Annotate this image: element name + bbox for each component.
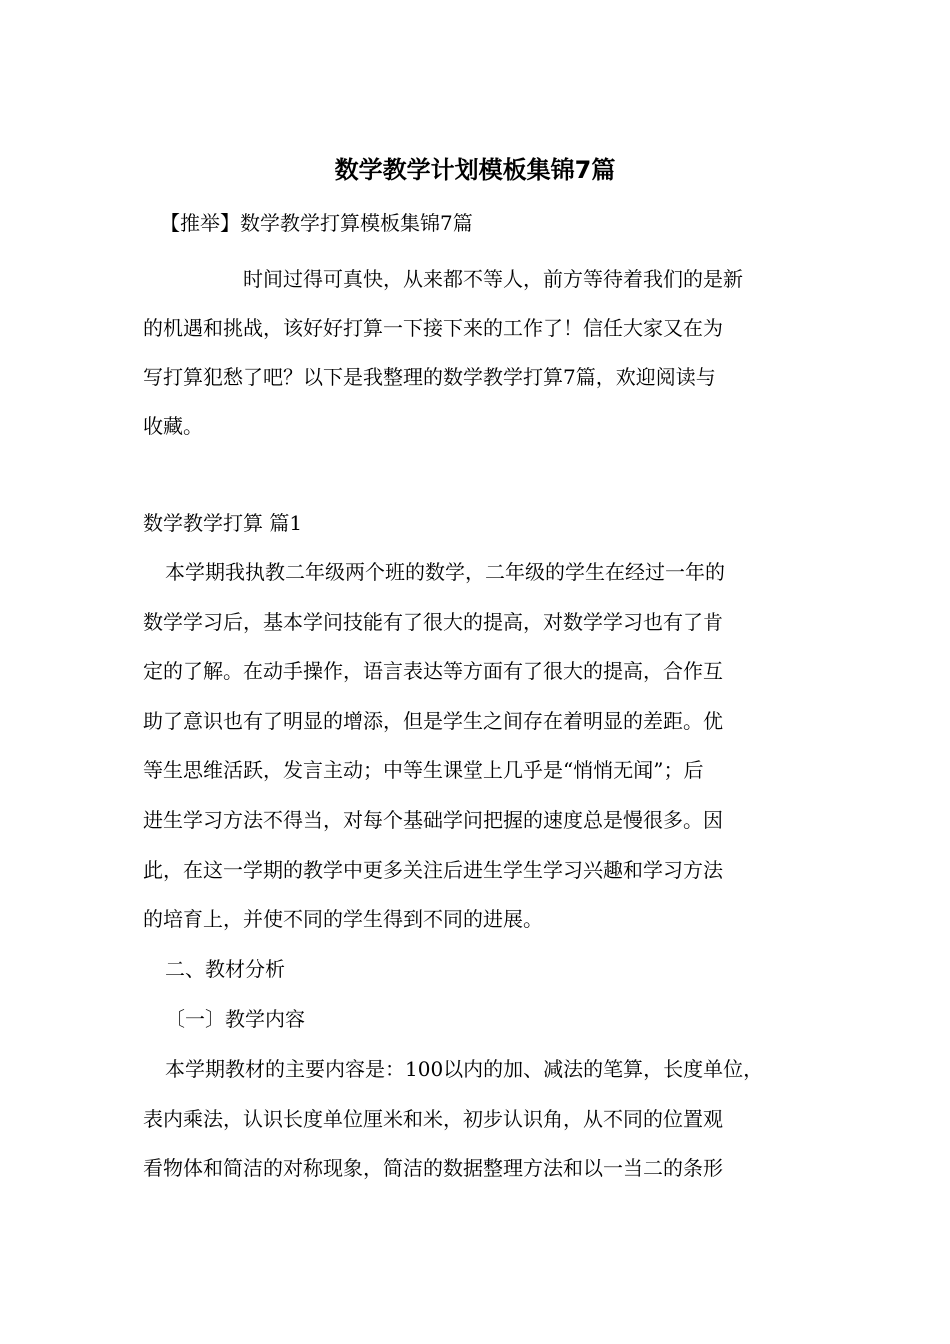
intro-line: 时间过得可真快，从来都不等人，前方等待着我们的是新 (243, 267, 743, 291)
intro-line: 的机遇和挑战，该好好打算一下接下来的工作了！信任大家又在为 (143, 316, 723, 340)
document-title: 数学教学计划模板集锦7篇 (334, 156, 616, 184)
heading-text: 二、教材分析 (165, 957, 285, 981)
heading-teaching-content (143, 995, 823, 1045)
paragraph-1 (143, 548, 823, 945)
paragraph-line: 助了意识也有了明显的增添，但是学生之间存在着明显的差距。优 (143, 708, 723, 733)
paragraph-line: 本学期教材的主要内容是：100以内的加、减法的笔算，长度单位， (165, 1057, 764, 1081)
paragraph-line: 数学学习后，基本学问技能有了很大的提高，对数学学习也有了肯 (143, 609, 723, 634)
paragraph-line: 等生思维活跃，发言主动；中等生课堂上几乎是“悄悄无闻”；后 (143, 758, 704, 783)
intro-line: 收藏。 (143, 414, 203, 438)
recommend-line: 【推举】数学教学打算模板集锦7篇 (160, 211, 473, 235)
heading-textbook-analysis (143, 945, 823, 995)
intro-paragraph (143, 255, 811, 451)
heading-text: 〔一〕教学内容 (165, 1007, 305, 1031)
section-title: 数学教学打算 篇1 (143, 511, 303, 535)
paragraph-line: 定的了解。在动手操作，语言表达等方面有了很大的提高，合作互 (143, 659, 723, 684)
intro-line: 写打算犯愁了吧？以下是我整理的数学教学打算7篇，欢迎阅读与 (143, 365, 716, 389)
paragraph-line: 看物体和简洁的对称现象，简洁的数据整理方法和以一当二的条形 (143, 1156, 723, 1181)
paragraph-2 (143, 1045, 823, 1194)
paragraph-line: 的培育上，并使不同的学生得到不同的进展。 (143, 907, 543, 932)
paragraph-line: 表内乘法，认识长度单位厘米和米，初步认识角，从不同的位置观 (143, 1106, 723, 1131)
paragraph-line: 此，在这一学期的教学中更多关注后进生学生学习兴趣和学习方法 (143, 857, 723, 882)
paragraph-line: 本学期我执教二年级两个班的数学，二年级的学生在经过一年的 (165, 560, 725, 584)
paragraph-line: 进生学习方法不得当，对每个基础学问把握的速度总是慢很多。因 (143, 807, 723, 832)
